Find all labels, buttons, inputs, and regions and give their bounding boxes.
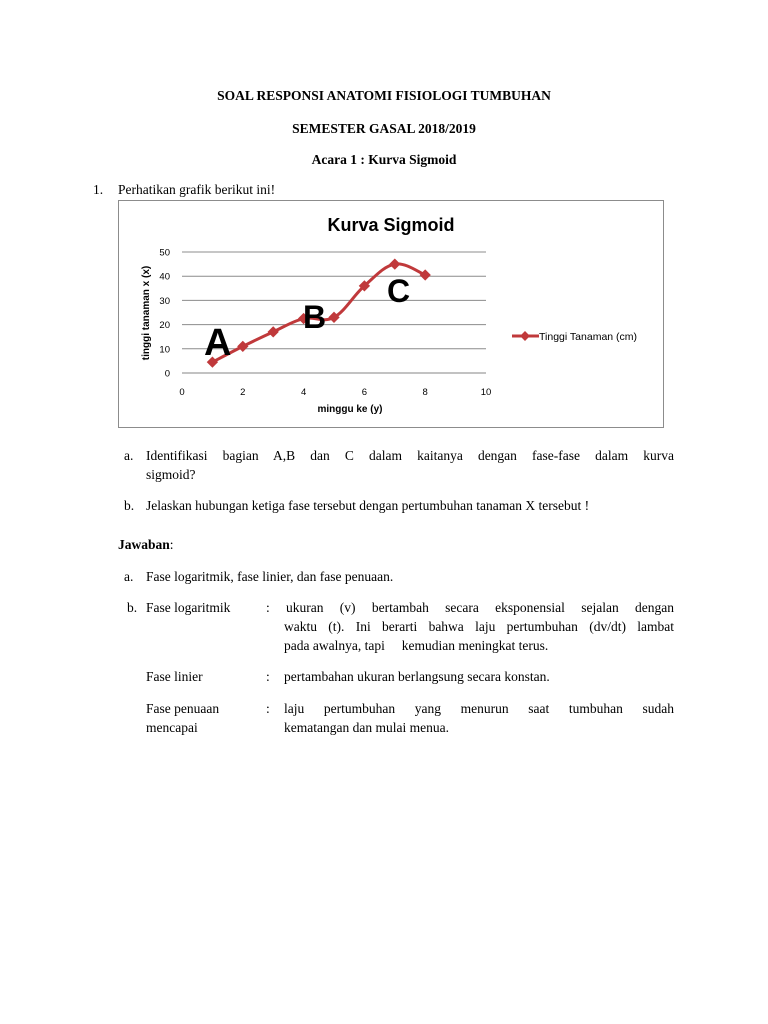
y-tick-label: 10 — [159, 344, 170, 356]
y-tick-label: 0 — [164, 368, 170, 380]
answer-a-label: a. — [124, 569, 134, 584]
answer-term-linier: Fase linier — [146, 669, 203, 684]
sub-question-a-line2: sigmoid? — [146, 467, 196, 482]
annotation-a: A — [204, 322, 232, 364]
x-tick-label: 10 — [480, 387, 492, 398]
legend-marker — [520, 331, 530, 341]
legend-label: Tinggi Tanaman (cm) — [539, 331, 638, 343]
sub-question-b-label: b. — [124, 498, 135, 513]
y-tick-label: 20 — [159, 320, 170, 332]
sub-question-a-label: a. — [124, 448, 134, 463]
x-tick-label: 2 — [240, 387, 246, 398]
answer-colon: : — [266, 669, 270, 684]
annotation-c: C — [387, 273, 411, 309]
answer-term-logaritmik: Fase logaritmik — [146, 600, 231, 615]
answer-colon: : — [266, 600, 270, 615]
chart-title: Kurva Sigmoid — [327, 215, 455, 235]
y-axis-label: tinggi tanaman x (x) — [141, 265, 152, 361]
answer-def-logaritmik-line3: pada awalnya, tapi kemudian meningkat terus. — [284, 638, 549, 653]
annotation-b: B — [303, 299, 327, 335]
data-point — [389, 258, 400, 269]
question-number: 1. — [93, 182, 104, 197]
x-axis-label: minggu ke (y) — [317, 404, 383, 415]
x-tick-label: 8 — [422, 387, 428, 398]
answer-def-linier: pertambahan ukuran berlangsung secara konstan. — [284, 669, 550, 684]
chart-legend — [512, 331, 637, 343]
y-tick-label: 30 — [159, 295, 170, 307]
y-tick-label: 40 — [159, 271, 170, 283]
answer-heading — [118, 537, 174, 553]
answer-term-penuaan-line2: mencapai — [146, 720, 198, 735]
answer-heading-colon: : — [169, 537, 174, 552]
document-title: SOAL RESPONSI ANATOMI FISIOLOGI TUMBUHAN — [217, 88, 551, 103]
data-point — [420, 269, 431, 280]
answer-def-logaritmik-line2: waktu (t). Ini berarti bahwa laju pertumbuhan (dv/dt) lambat — [284, 619, 674, 634]
answer-colon: : — [266, 701, 270, 716]
answer-def-logaritmik-line1: ukuran (v) bertambah secara eksponensial sejalan dengan — [286, 600, 674, 615]
y-tick-label: 50 — [159, 247, 170, 259]
question-text: Perhatikan grafik berikut ini! — [118, 182, 276, 197]
data-point — [268, 326, 279, 337]
answer-term-penuaan: Fase penuaan — [146, 701, 220, 716]
document-acara: Acara 1 : Kurva Sigmoid — [311, 152, 457, 167]
sub-question-b-text: Jelaskan hubungan ketiga fase tersebut dengan pertumbuhan tanaman X tersebut ! — [146, 498, 590, 513]
x-tick-label: 0 — [179, 387, 185, 398]
document-semester: SEMESTER GASAL 2018/2019 — [292, 121, 476, 136]
answer-def-penuaan-line1: laju pertumbuhan yang menurun saat tumbuhan sudah — [284, 701, 674, 716]
answer-b-label: b. — [127, 600, 138, 615]
answer-a-text: Fase logaritmik, fase linier, dan fase penuaan. — [146, 569, 394, 584]
sigmoid-chart — [118, 200, 664, 428]
chart-canvas — [119, 201, 663, 427]
sub-question-a-line1: Identifikasi bagian A,B dan C dalam kaitanya dengan fase-fase dalam kurva — [146, 448, 674, 463]
data-point — [237, 341, 248, 352]
answer-def-penuaan-line2: kematangan dan mulai menua. — [284, 720, 449, 735]
x-tick-label: 4 — [300, 387, 307, 398]
x-tick-label: 6 — [361, 387, 368, 398]
answer-heading-text: Jawaban — [118, 537, 170, 552]
